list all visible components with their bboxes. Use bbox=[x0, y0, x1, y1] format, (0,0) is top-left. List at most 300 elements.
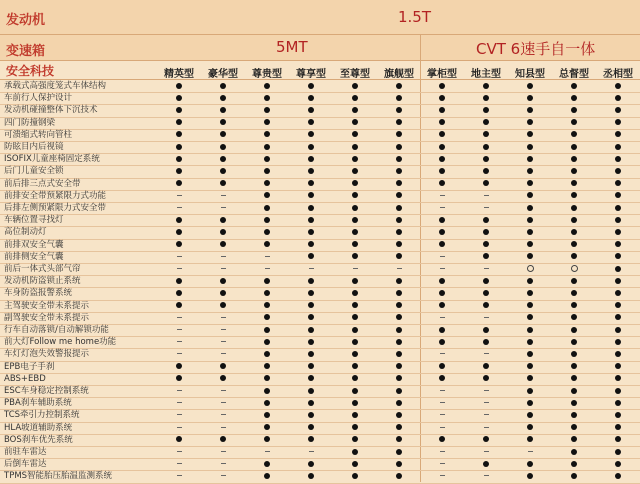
standard-mark bbox=[508, 373, 552, 385]
filled-dot-icon bbox=[352, 168, 358, 174]
standard-mark bbox=[333, 300, 377, 312]
standard-mark bbox=[289, 178, 333, 190]
standard-mark bbox=[157, 104, 201, 116]
dash-icon bbox=[221, 414, 226, 415]
filled-dot-icon bbox=[439, 339, 445, 345]
filled-dot-icon bbox=[396, 253, 402, 259]
standard-mark bbox=[420, 165, 464, 177]
feature-name: PBA刹车辅助系统 bbox=[4, 398, 72, 409]
not-available-mark bbox=[157, 324, 201, 336]
filled-dot-icon bbox=[571, 253, 577, 259]
standard-mark bbox=[289, 129, 333, 141]
dash-icon bbox=[440, 414, 445, 415]
filled-dot-icon bbox=[308, 131, 314, 137]
filled-dot-icon bbox=[352, 192, 358, 198]
dash-icon bbox=[484, 195, 489, 196]
standard-mark bbox=[333, 226, 377, 238]
standard-mark bbox=[289, 214, 333, 226]
filled-dot-icon bbox=[571, 339, 577, 345]
filled-dot-icon bbox=[527, 351, 533, 357]
filled-dot-icon bbox=[483, 180, 489, 186]
filled-dot-icon bbox=[615, 339, 621, 345]
standard-mark bbox=[157, 178, 201, 190]
filled-dot-icon bbox=[308, 327, 314, 333]
standard-mark bbox=[420, 104, 464, 116]
standard-mark bbox=[245, 397, 289, 409]
filled-dot-icon bbox=[352, 107, 358, 113]
standard-mark bbox=[508, 336, 552, 348]
standard-mark bbox=[157, 239, 201, 251]
standard-mark bbox=[245, 287, 289, 299]
filled-dot-icon bbox=[396, 107, 402, 113]
filled-dot-icon bbox=[527, 241, 533, 247]
filled-dot-icon bbox=[352, 180, 358, 186]
standard-mark bbox=[245, 409, 289, 421]
table-row bbox=[0, 226, 640, 239]
filled-dot-icon bbox=[396, 156, 402, 162]
standard-mark bbox=[508, 92, 552, 104]
filled-dot-icon bbox=[264, 473, 270, 479]
standard-mark bbox=[552, 141, 596, 153]
standard-mark bbox=[377, 275, 421, 287]
standard-mark bbox=[333, 80, 377, 92]
not-available-mark bbox=[420, 409, 464, 421]
not-available-mark bbox=[420, 190, 464, 202]
standard-mark bbox=[596, 434, 640, 446]
dash-icon bbox=[177, 353, 182, 354]
not-available-mark bbox=[464, 470, 508, 482]
dash-icon bbox=[440, 427, 445, 428]
filled-dot-icon bbox=[308, 180, 314, 186]
filled-dot-icon bbox=[264, 327, 270, 333]
standard-mark bbox=[464, 178, 508, 190]
filled-dot-icon bbox=[396, 241, 402, 247]
filled-dot-icon bbox=[264, 192, 270, 198]
standard-mark bbox=[333, 190, 377, 202]
standard-mark bbox=[508, 129, 552, 141]
standard-mark bbox=[377, 312, 421, 324]
table-row bbox=[0, 165, 640, 178]
not-available-mark bbox=[157, 202, 201, 214]
standard-mark bbox=[245, 336, 289, 348]
table-row bbox=[0, 117, 640, 130]
standard-mark bbox=[552, 165, 596, 177]
not-available-mark bbox=[289, 446, 333, 458]
filled-dot-icon bbox=[176, 241, 182, 247]
dash-icon bbox=[221, 475, 226, 476]
standard-mark bbox=[552, 348, 596, 360]
standard-mark bbox=[377, 214, 421, 226]
standard-mark bbox=[245, 153, 289, 165]
feature-name: TCS牵引力控制系统 bbox=[4, 410, 80, 421]
not-available-mark bbox=[201, 397, 245, 409]
standard-mark bbox=[464, 214, 508, 226]
standard-mark bbox=[596, 385, 640, 397]
engine-label: 发动机 bbox=[6, 13, 46, 28]
standard-mark bbox=[245, 141, 289, 153]
filled-dot-icon bbox=[615, 156, 621, 162]
feature-name: 前大灯Follow me home功能 bbox=[4, 337, 117, 348]
standard-mark bbox=[508, 422, 552, 434]
standard-mark bbox=[552, 92, 596, 104]
dash-icon bbox=[484, 402, 489, 403]
filled-dot-icon bbox=[176, 229, 182, 235]
dash-icon bbox=[353, 268, 358, 269]
standard-mark bbox=[201, 92, 245, 104]
table-row bbox=[0, 92, 640, 105]
table-row bbox=[0, 287, 640, 300]
standard-mark bbox=[596, 117, 640, 129]
standard-mark bbox=[464, 458, 508, 470]
standard-mark bbox=[289, 397, 333, 409]
filled-dot-icon bbox=[308, 363, 314, 369]
standard-mark bbox=[201, 239, 245, 251]
feature-name: 车身防盗报警系统 bbox=[4, 288, 73, 299]
trim-header: 知县型 bbox=[515, 69, 545, 80]
dash-icon bbox=[221, 390, 226, 391]
filled-dot-icon bbox=[308, 253, 314, 259]
not-available-mark bbox=[333, 263, 377, 275]
standard-mark bbox=[157, 129, 201, 141]
filled-dot-icon bbox=[483, 107, 489, 113]
filled-dot-icon bbox=[439, 107, 445, 113]
filled-dot-icon bbox=[615, 388, 621, 394]
standard-mark bbox=[508, 178, 552, 190]
not-available-mark bbox=[157, 422, 201, 434]
standard-mark bbox=[289, 92, 333, 104]
filled-dot-icon bbox=[352, 229, 358, 235]
standard-mark bbox=[201, 178, 245, 190]
standard-mark bbox=[245, 324, 289, 336]
standard-mark bbox=[596, 373, 640, 385]
filled-dot-icon bbox=[176, 436, 182, 442]
filled-dot-icon bbox=[264, 375, 270, 381]
dash-icon bbox=[440, 451, 445, 452]
standard-mark bbox=[508, 80, 552, 92]
filled-dot-icon bbox=[308, 339, 314, 345]
trim-header: 掌柜型 bbox=[427, 69, 457, 80]
filled-dot-icon bbox=[264, 436, 270, 442]
standard-mark bbox=[552, 458, 596, 470]
standard-mark bbox=[377, 226, 421, 238]
not-available-mark bbox=[464, 263, 508, 275]
feature-name: 车前行人保护设计 bbox=[4, 93, 73, 104]
dash-icon bbox=[221, 268, 226, 269]
standard-mark bbox=[508, 312, 552, 324]
feature-name: 高位制动灯 bbox=[4, 227, 47, 238]
standard-mark bbox=[552, 178, 596, 190]
standard-mark bbox=[377, 397, 421, 409]
not-available-mark bbox=[157, 385, 201, 397]
filled-dot-icon bbox=[483, 168, 489, 174]
filled-dot-icon bbox=[439, 229, 445, 235]
filled-dot-icon bbox=[615, 144, 621, 150]
dash-icon bbox=[221, 329, 226, 330]
filled-dot-icon bbox=[396, 83, 402, 89]
not-available-mark bbox=[245, 263, 289, 275]
standard-mark bbox=[377, 202, 421, 214]
dash-icon bbox=[440, 317, 445, 318]
standard-mark bbox=[596, 202, 640, 214]
standard-mark bbox=[596, 397, 640, 409]
filled-dot-icon bbox=[615, 461, 621, 467]
standard-mark bbox=[420, 226, 464, 238]
standard-mark bbox=[333, 434, 377, 446]
feature-name: 发动机碰撞整体下沉技术 bbox=[4, 105, 98, 116]
table-header bbox=[0, 61, 640, 80]
not-available-mark bbox=[157, 336, 201, 348]
standard-mark bbox=[508, 470, 552, 482]
filled-dot-icon bbox=[396, 424, 402, 430]
standard-mark bbox=[420, 117, 464, 129]
filled-dot-icon bbox=[615, 436, 621, 442]
standard-mark bbox=[596, 226, 640, 238]
dash-icon bbox=[221, 402, 226, 403]
filled-dot-icon bbox=[483, 144, 489, 150]
filled-dot-icon bbox=[527, 180, 533, 186]
standard-mark bbox=[245, 92, 289, 104]
filled-dot-icon bbox=[396, 119, 402, 125]
trim-header: 地主型 bbox=[471, 69, 501, 80]
filled-dot-icon bbox=[396, 192, 402, 198]
trim-header: 至尊型 bbox=[340, 69, 370, 80]
filled-dot-icon bbox=[396, 302, 402, 308]
feature-name: 后排左侧预紧限力式安全带 bbox=[4, 203, 107, 213]
not-available-mark bbox=[201, 324, 245, 336]
filled-dot-icon bbox=[527, 327, 533, 333]
standard-mark bbox=[508, 214, 552, 226]
filled-dot-icon bbox=[220, 363, 226, 369]
not-available-mark bbox=[201, 202, 245, 214]
standard-mark bbox=[464, 80, 508, 92]
standard-mark bbox=[289, 300, 333, 312]
standard-mark bbox=[333, 348, 377, 360]
filled-dot-icon bbox=[615, 253, 621, 259]
table-row bbox=[0, 178, 640, 191]
filled-dot-icon bbox=[308, 156, 314, 162]
standard-mark bbox=[596, 141, 640, 153]
standard-mark bbox=[333, 141, 377, 153]
standard-mark bbox=[420, 336, 464, 348]
filled-dot-icon bbox=[396, 412, 402, 418]
filled-dot-icon bbox=[483, 278, 489, 284]
filled-dot-icon bbox=[439, 168, 445, 174]
table-row bbox=[0, 312, 640, 325]
filled-dot-icon bbox=[308, 168, 314, 174]
not-available-mark bbox=[245, 251, 289, 263]
filled-dot-icon bbox=[264, 156, 270, 162]
standard-mark bbox=[289, 409, 333, 421]
dash-icon bbox=[484, 451, 489, 452]
filled-dot-icon bbox=[308, 241, 314, 247]
filled-dot-icon bbox=[439, 327, 445, 333]
standard-mark bbox=[201, 300, 245, 312]
standard-mark bbox=[420, 178, 464, 190]
standard-mark bbox=[289, 141, 333, 153]
standard-mark bbox=[552, 251, 596, 263]
dash-icon bbox=[221, 451, 226, 452]
standard-mark bbox=[552, 397, 596, 409]
dash-icon bbox=[177, 414, 182, 415]
not-available-mark bbox=[201, 251, 245, 263]
engine-value: 1.5T bbox=[398, 8, 432, 26]
filled-dot-icon bbox=[439, 436, 445, 442]
standard-mark bbox=[289, 422, 333, 434]
trim-header: 丞相型 bbox=[603, 69, 633, 80]
filled-dot-icon bbox=[527, 461, 533, 467]
standard-mark bbox=[596, 251, 640, 263]
standard-mark bbox=[333, 422, 377, 434]
filled-dot-icon bbox=[396, 400, 402, 406]
standard-mark bbox=[508, 104, 552, 116]
standard-mark bbox=[420, 214, 464, 226]
filled-dot-icon bbox=[615, 180, 621, 186]
standard-mark bbox=[464, 226, 508, 238]
dash-icon bbox=[440, 463, 445, 464]
standard-mark bbox=[289, 117, 333, 129]
filled-dot-icon bbox=[220, 131, 226, 137]
dash-icon bbox=[177, 341, 182, 342]
dash-icon bbox=[397, 268, 402, 269]
filled-dot-icon bbox=[571, 192, 577, 198]
filled-dot-icon bbox=[439, 217, 445, 223]
filled-dot-icon bbox=[615, 290, 621, 296]
filled-dot-icon bbox=[352, 278, 358, 284]
standard-mark bbox=[377, 385, 421, 397]
filled-dot-icon bbox=[439, 290, 445, 296]
standard-mark bbox=[508, 434, 552, 446]
transmission-cvt: CVT 6速手自一体 bbox=[476, 40, 596, 58]
filled-dot-icon bbox=[571, 302, 577, 308]
dash-icon bbox=[177, 195, 182, 196]
filled-dot-icon bbox=[571, 424, 577, 430]
not-available-mark bbox=[377, 263, 421, 275]
feature-name: 车辆位置寻找灯 bbox=[4, 215, 64, 226]
dash-icon bbox=[221, 427, 226, 428]
standard-mark bbox=[377, 348, 421, 360]
standard-mark bbox=[596, 263, 640, 275]
standard-mark bbox=[420, 300, 464, 312]
standard-mark bbox=[552, 470, 596, 482]
standard-mark bbox=[377, 422, 421, 434]
standard-mark bbox=[464, 275, 508, 287]
not-available-mark bbox=[464, 348, 508, 360]
standard-mark bbox=[420, 361, 464, 373]
dash-icon bbox=[440, 390, 445, 391]
filled-dot-icon bbox=[439, 302, 445, 308]
standard-mark bbox=[508, 141, 552, 153]
filled-dot-icon bbox=[176, 156, 182, 162]
standard-mark bbox=[157, 80, 201, 92]
standard-mark bbox=[157, 165, 201, 177]
dash-icon bbox=[440, 195, 445, 196]
standard-mark bbox=[596, 239, 640, 251]
feature-name: 承载式高强度笼式车体结构 bbox=[4, 81, 107, 91]
standard-mark bbox=[464, 300, 508, 312]
filled-dot-icon bbox=[571, 95, 577, 101]
standard-mark bbox=[552, 336, 596, 348]
not-available-mark bbox=[201, 385, 245, 397]
filled-dot-icon bbox=[527, 388, 533, 394]
standard-mark bbox=[377, 190, 421, 202]
dash-icon bbox=[309, 451, 314, 452]
standard-mark bbox=[508, 153, 552, 165]
filled-dot-icon bbox=[176, 83, 182, 89]
filled-dot-icon bbox=[264, 205, 270, 211]
standard-mark bbox=[289, 165, 333, 177]
table-row bbox=[0, 275, 640, 288]
filled-dot-icon bbox=[527, 131, 533, 137]
table-row bbox=[0, 153, 640, 166]
standard-mark bbox=[289, 226, 333, 238]
filled-dot-icon bbox=[527, 436, 533, 442]
standard-mark bbox=[333, 409, 377, 421]
standard-mark bbox=[464, 251, 508, 263]
dash-icon bbox=[484, 390, 489, 391]
filled-dot-icon bbox=[571, 363, 577, 369]
standard-mark bbox=[245, 361, 289, 373]
filled-dot-icon bbox=[264, 461, 270, 467]
filled-dot-icon bbox=[264, 180, 270, 186]
standard-mark bbox=[333, 92, 377, 104]
filled-dot-icon bbox=[527, 95, 533, 101]
standard-mark bbox=[508, 117, 552, 129]
filled-dot-icon bbox=[615, 95, 621, 101]
dash-icon bbox=[265, 451, 270, 452]
not-available-mark bbox=[201, 409, 245, 421]
standard-mark bbox=[245, 348, 289, 360]
standard-mark bbox=[596, 348, 640, 360]
filled-dot-icon bbox=[571, 473, 577, 479]
filled-dot-icon bbox=[396, 229, 402, 235]
standard-mark bbox=[596, 80, 640, 92]
filled-dot-icon bbox=[308, 461, 314, 467]
standard-mark bbox=[245, 422, 289, 434]
filled-dot-icon bbox=[176, 290, 182, 296]
filled-dot-icon bbox=[527, 339, 533, 345]
standard-mark bbox=[333, 214, 377, 226]
standard-mark bbox=[508, 385, 552, 397]
filled-dot-icon bbox=[396, 217, 402, 223]
filled-dot-icon bbox=[352, 461, 358, 467]
standard-mark bbox=[201, 275, 245, 287]
filled-dot-icon bbox=[527, 107, 533, 113]
dash-icon bbox=[177, 390, 182, 391]
standard-mark bbox=[245, 129, 289, 141]
filled-dot-icon bbox=[571, 436, 577, 442]
filled-dot-icon bbox=[615, 241, 621, 247]
filled-dot-icon bbox=[220, 156, 226, 162]
filled-dot-icon bbox=[439, 83, 445, 89]
standard-mark bbox=[508, 275, 552, 287]
standard-mark bbox=[245, 117, 289, 129]
standard-mark bbox=[289, 348, 333, 360]
standard-mark bbox=[201, 361, 245, 373]
filled-dot-icon bbox=[483, 375, 489, 381]
filled-dot-icon bbox=[220, 436, 226, 442]
standard-mark bbox=[245, 470, 289, 482]
standard-mark bbox=[377, 470, 421, 482]
filled-dot-icon bbox=[483, 217, 489, 223]
filled-dot-icon bbox=[571, 180, 577, 186]
standard-mark bbox=[377, 141, 421, 153]
filled-dot-icon bbox=[352, 473, 358, 479]
filled-dot-icon bbox=[571, 229, 577, 235]
standard-mark bbox=[289, 458, 333, 470]
not-available-mark bbox=[420, 422, 464, 434]
standard-mark bbox=[508, 287, 552, 299]
standard-mark bbox=[552, 361, 596, 373]
